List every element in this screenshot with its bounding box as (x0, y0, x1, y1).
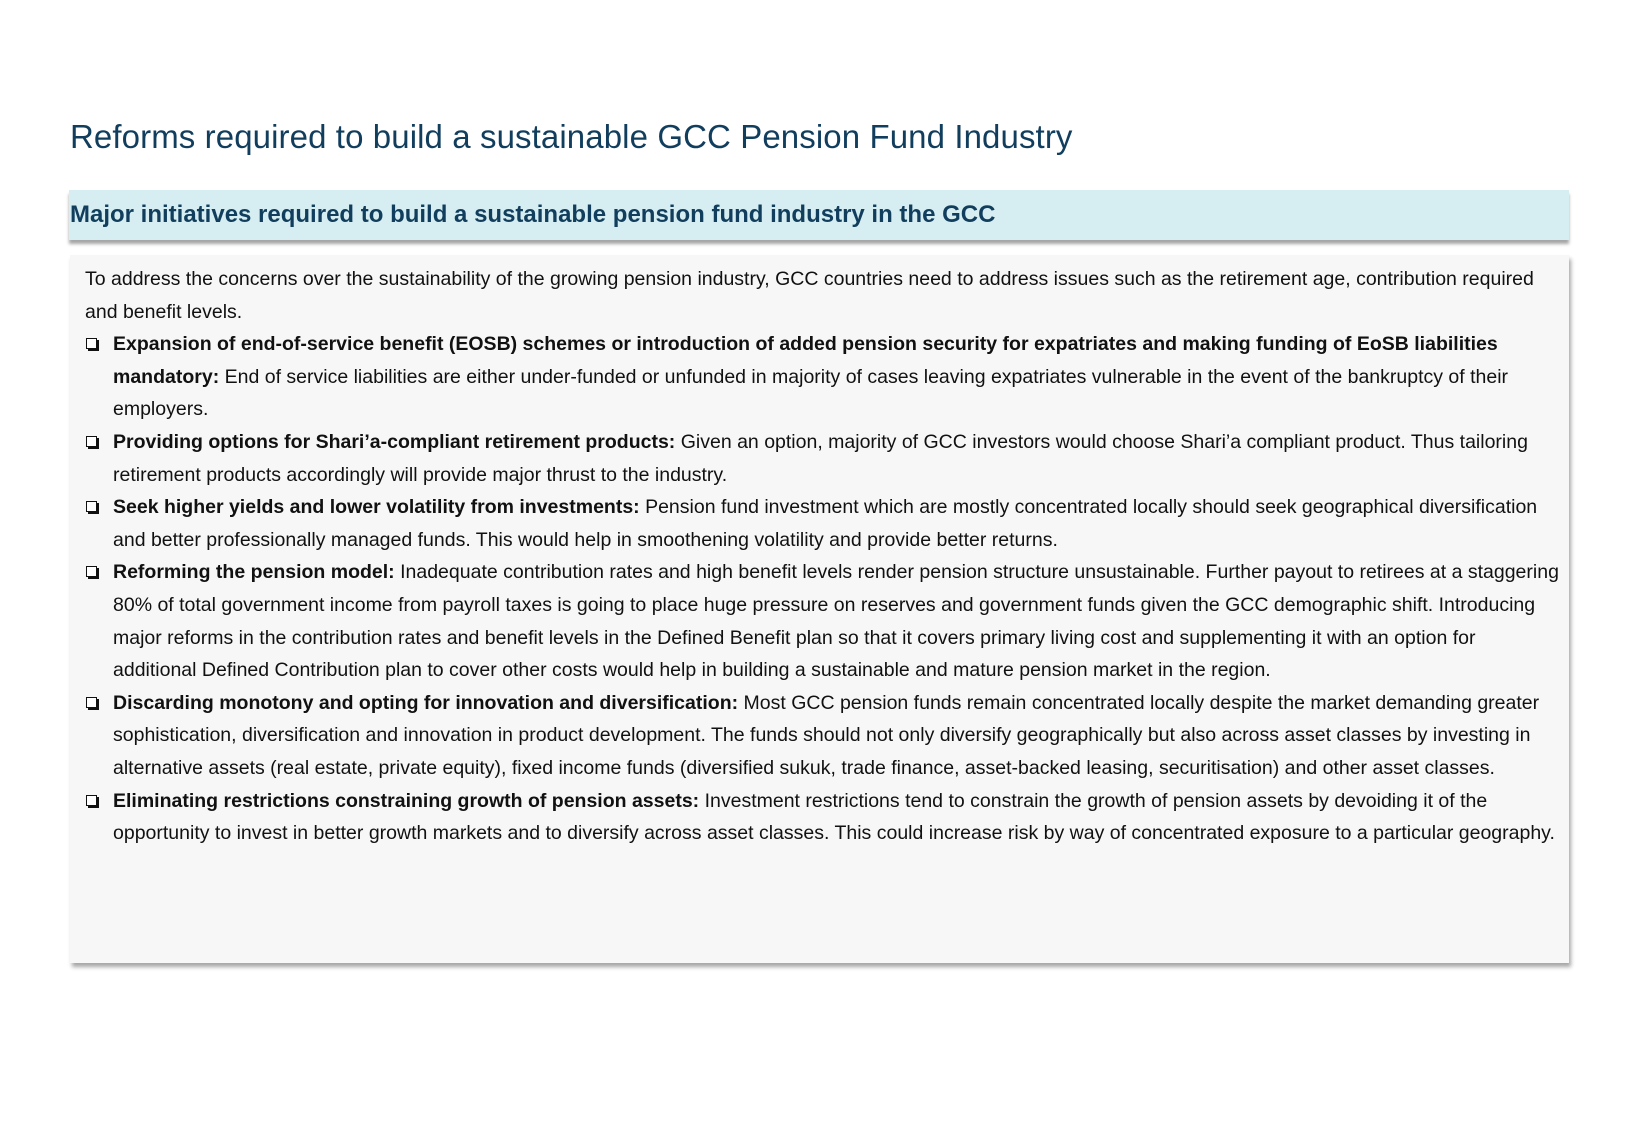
checkbox-icon (86, 436, 97, 447)
list-item (85, 491, 1559, 556)
bullet-text: Inadequate contribution rates and high benefit levels render pension structure unsustainable. Further payout to retirees at a staggering 80% of total government income from payroll taxes is going to place huge pressure on reserves and government funds given the GCC demographic shift. Introducing major reforms in the contribution rates and benefit levels in the Defined Benefit plan so that it covers primary living cost and supplementing it with an option for additional Defined Contribution plan to cover other costs would help in building a sustainable and mature pension market in the region. (113, 561, 1559, 682)
checkbox-icon (86, 338, 97, 349)
content-box (70, 255, 1569, 963)
list-item (85, 328, 1559, 426)
intro-paragraph: To address the concerns over the sustainability of the growing pension industry, GCC countries need to address issues such as the retirement age, contribution required and benefit levels. (85, 268, 1534, 323)
bullet-text: Most GCC pension funds remain concentrated locally despite the market demanding greater sophistication, diversification and innovation in product development. The funds should not only diversify geographically but also across asset classes by investing in alternative assets (real estate, private equity), fixed income funds (diversified sukuk, trade finance, asset-backed leasing, securitisation) and other asset classes. (113, 691, 1540, 779)
bullet-title: Reforming the pension model: (113, 561, 395, 584)
bullet-text: Pension fund investment which are mostly concentrated locally should seek geographical diversification and better professionally managed funds. This would help in smoothening volatility and provide better returns. (113, 496, 1538, 551)
bullet-title: Eliminating restrictions constraining growth of pension assets: (113, 789, 700, 812)
bullet-text: Given an option, majority of GCC investors would choose Shari’a compliant product. Thus tailoring retirement products accordingly will provide major thrust to the industry. (113, 430, 1528, 486)
section-header (69, 190, 1569, 240)
bullet-text: End of service liabilities are either under-funded or unfunded in majority of cases leaving expatriates vulnerable in the event of the bankruptcy of their employers. (113, 365, 1509, 421)
bullet-text: Investment restrictions tend to constrain the growth of pension assets by devoiding it of the opportunity to invest in better growth markets and to diversify across asset classes. This could increase risk by way of concentrated exposure to a particular geography. (113, 789, 1555, 845)
initiatives-list (85, 328, 1559, 850)
bullet-title: Expansion of end-of-service benefit (EOSB) schemes or introduction of added pension security for expatriates and making funding of EoSB liabilities mandatory: (113, 333, 1498, 388)
bullet-title: Providing options for Shari’a-compliant retirement products: (113, 430, 676, 453)
section-header-label: Major initiatives required to build a sustainable pension fund industry in the GCC (70, 201, 996, 228)
list-item (85, 785, 1559, 850)
checkbox-icon (86, 501, 97, 512)
bullet-title: Discarding monotony and opting for innovation and diversification: (113, 691, 739, 714)
checkbox-icon (86, 697, 97, 708)
list-item (85, 556, 1559, 686)
page-title: Reforms required to build a sustainable GCC Pension Fund Industry (70, 118, 1073, 155)
checkbox-icon (86, 795, 97, 806)
checkbox-icon (86, 566, 97, 577)
bullet-title: Seek higher yields and lower volatility from investments: (113, 496, 640, 519)
list-item (85, 426, 1559, 491)
list-item (85, 687, 1559, 785)
